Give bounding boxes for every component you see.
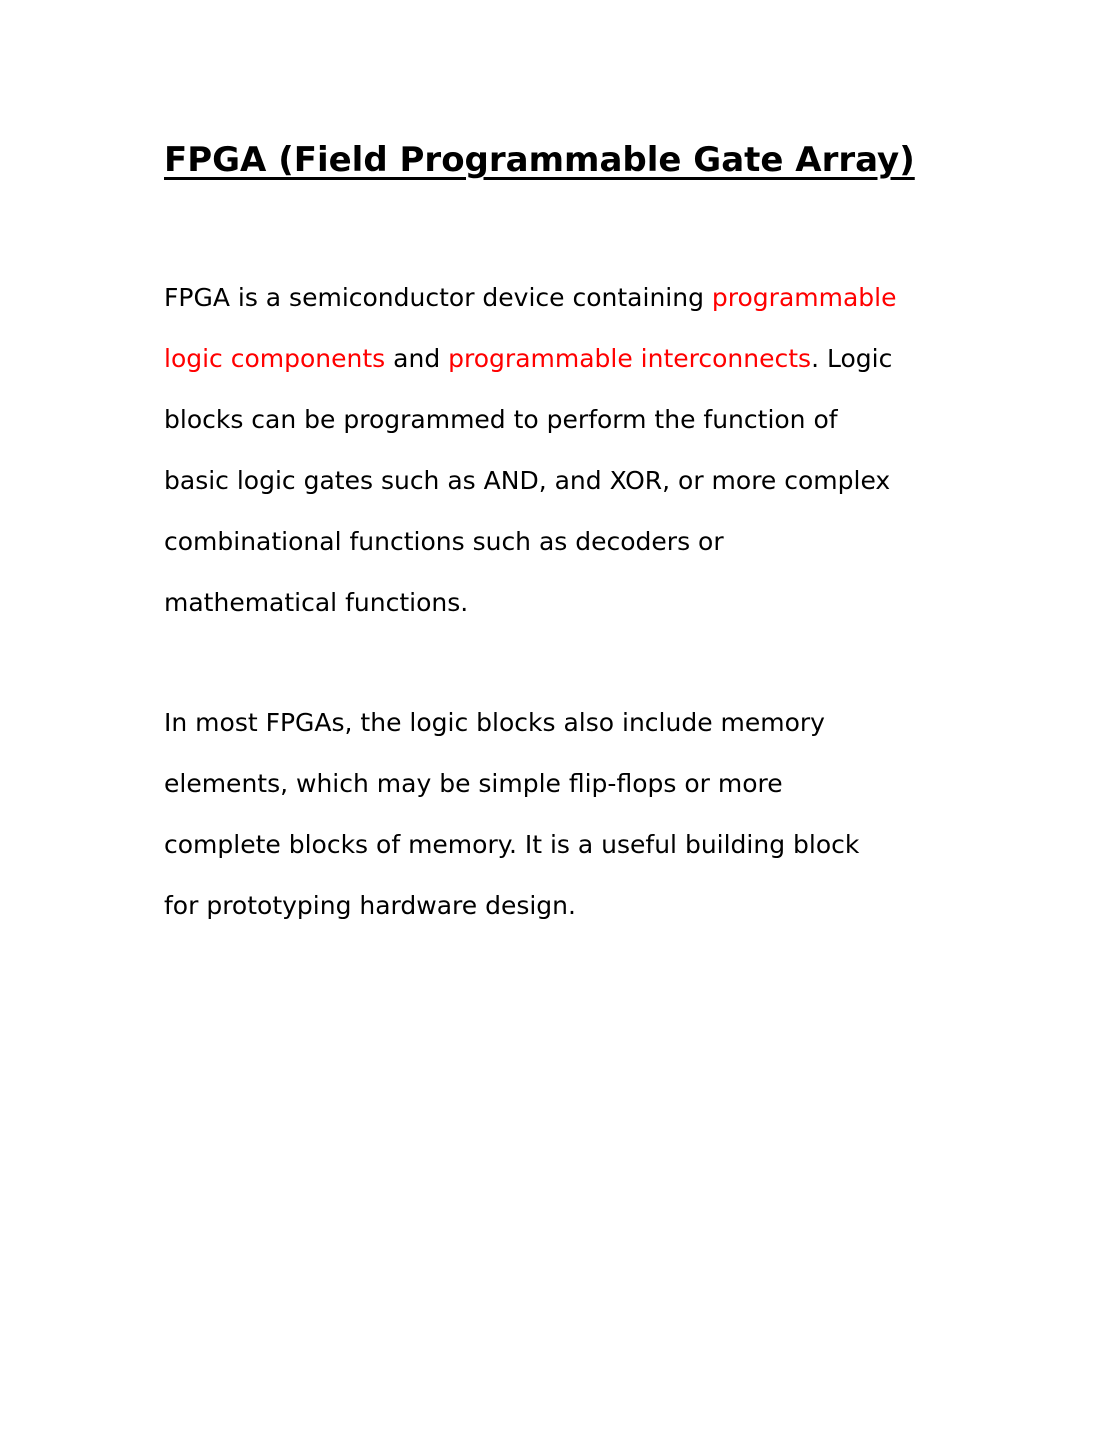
paragraph-logic-blocks-memory bbox=[164, 692, 964, 936]
highlighted-term: logic components bbox=[164, 344, 386, 373]
paragraph-line: combinational functions such as decoders or bbox=[164, 527, 724, 556]
paragraph-line bbox=[164, 328, 964, 389]
paragraph-line: basic logic gates such as AND, and XOR, or more complex bbox=[164, 466, 891, 495]
text-segment: . Logic bbox=[811, 344, 893, 373]
page-title: FPGA (Field Programmable Gate Array) bbox=[164, 140, 915, 180]
text-segment: FPGA is a semiconductor device containing bbox=[164, 283, 712, 312]
paragraph-line: blocks can be programmed to perform the function of bbox=[164, 405, 838, 434]
paragraph-line: elements, which may be simple flip-flops or more bbox=[164, 769, 783, 798]
text-segment: and bbox=[385, 344, 449, 373]
paragraph-line: complete blocks of memory. It is a useful building block bbox=[164, 830, 860, 859]
paragraph-line bbox=[164, 267, 964, 328]
paragraph-line: mathematical functions. bbox=[164, 588, 469, 617]
paragraph-fpga-definition bbox=[164, 267, 964, 633]
highlighted-term: programmable bbox=[711, 283, 897, 312]
highlighted-term: programmable interconnects bbox=[448, 344, 812, 373]
paragraph-line: In most FPGAs, the logic blocks also include memory bbox=[164, 708, 825, 737]
paragraph-line: for prototyping hardware design. bbox=[164, 891, 576, 920]
